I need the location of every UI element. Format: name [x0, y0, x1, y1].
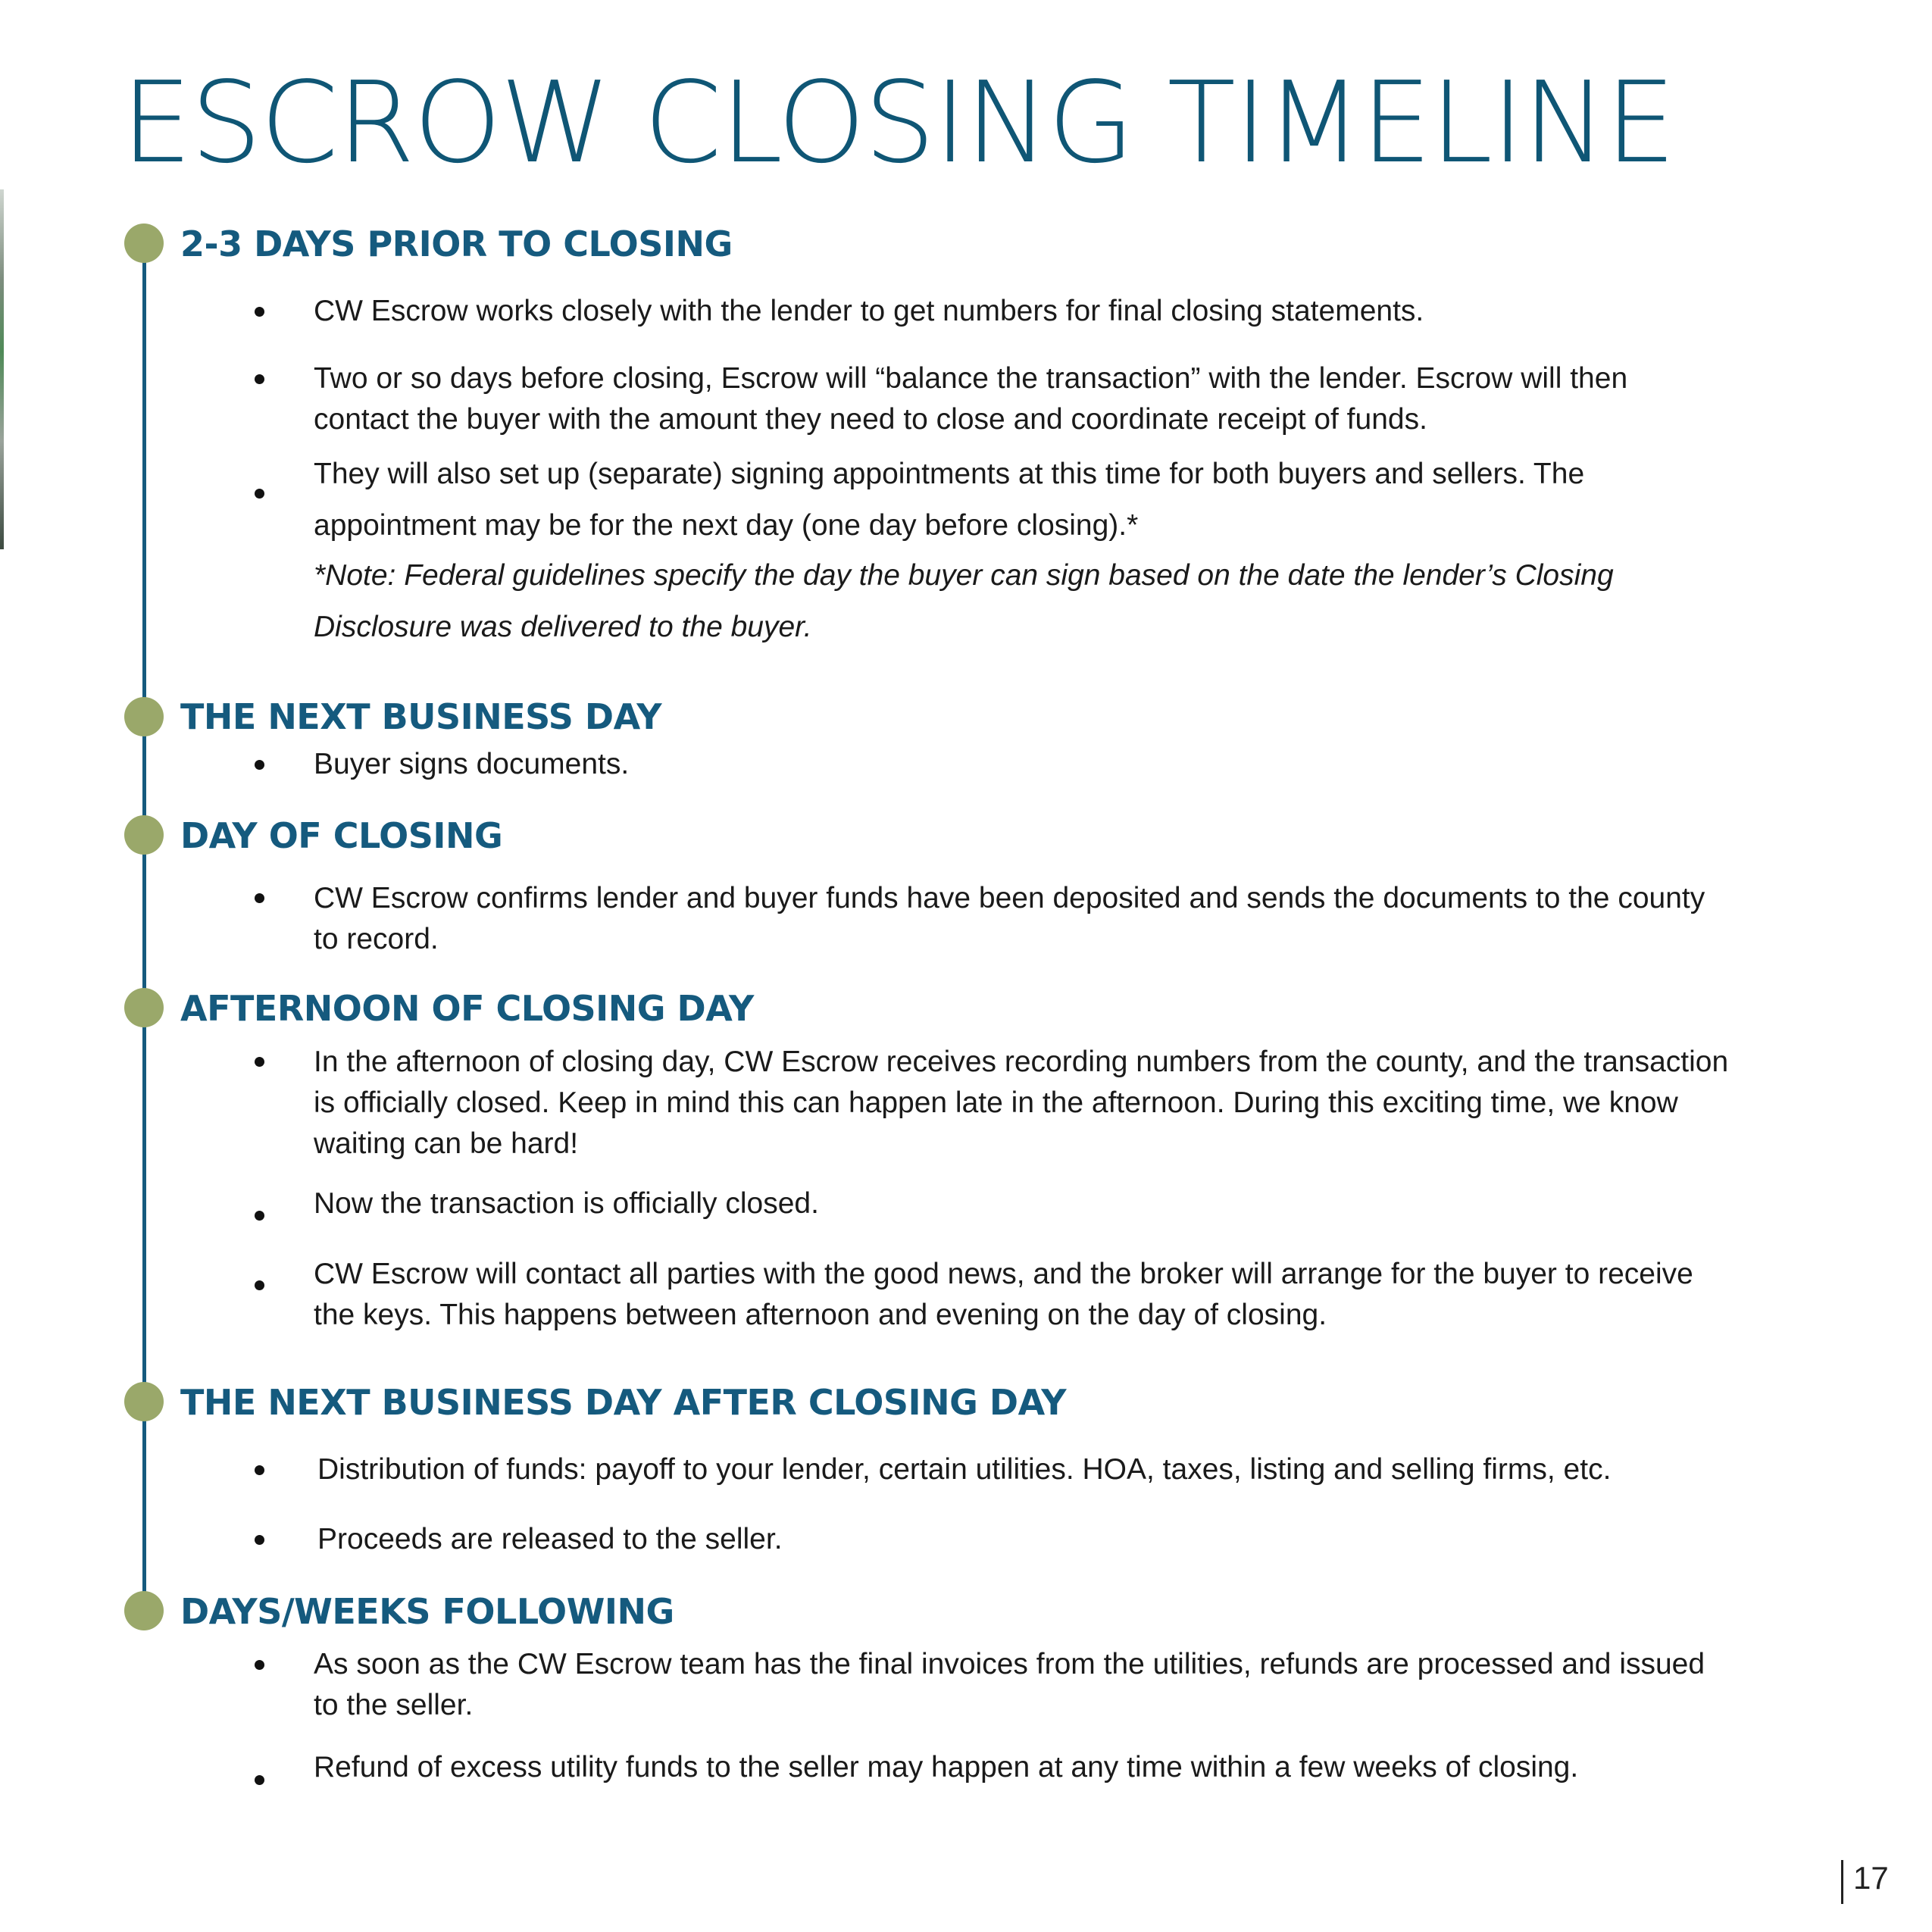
page-title: ESCROW CLOSING TIMELINE [121, 58, 1675, 188]
section-heading: 2-3 DAYS PRIOR TO CLOSING [180, 224, 733, 264]
list-item-text: CW Escrow works closely with the lender to get numbers for final closing statements. [314, 295, 1424, 327]
bullet-icon [255, 307, 264, 317]
timeline-dot-icon [124, 988, 164, 1027]
section-heading: DAYS/WEEKS FOLLOWING [180, 1591, 674, 1632]
cropped-photo-edge [0, 189, 4, 549]
timeline-dot-icon [124, 1591, 164, 1630]
bullet-icon [255, 374, 264, 384]
bullet-icon [255, 893, 264, 903]
bullet-icon [255, 1660, 264, 1670]
footnote: *Note: Federal guidelines specify the day the buyer can sign based on the date the lender’s Closing Disclosure was delivered to the buyer. [314, 559, 1614, 643]
bullet-icon [255, 1057, 264, 1067]
list-item-text: They will also set up (separate) signing appointments at this time for both buyers and sellers. The appointment may be for the next day (one day before closing).* [314, 458, 1585, 542]
timeline-dot-icon [124, 815, 164, 855]
section-heading: AFTERNOON OF CLOSING DAY [180, 988, 754, 1029]
bullet-icon [255, 1211, 264, 1221]
list-item-text: Refund of excess utility funds to the seller may happen at any time within a few weeks of closing. [314, 1751, 1579, 1784]
timeline-dot-icon [124, 1382, 164, 1421]
list-item-text: Buyer signs documents. [314, 748, 630, 780]
bullet-icon [255, 1535, 264, 1545]
section-heading: DAY OF CLOSING [180, 815, 503, 856]
bullet-icon [255, 1465, 264, 1475]
page-number: 17 [1853, 1860, 1889, 1896]
bullet-icon [255, 760, 264, 770]
section-heading: THE NEXT BUSINESS DAY AFTER CLOSING DAY [180, 1382, 1067, 1423]
bullet-icon [255, 1280, 264, 1290]
bullet-icon [255, 1775, 264, 1785]
section-heading: THE NEXT BUSINESS DAY [180, 696, 662, 737]
list-item-text: Now the transaction is officially closed. [314, 1187, 819, 1220]
bullet-icon [255, 489, 264, 499]
timeline-dot-icon [124, 697, 164, 736]
list-item-text: Distribution of funds: payoff to your lender, certain utilities. HOA, taxes, listing and selling firms, etc. [317, 1453, 1612, 1486]
list-item-text: Two or so days before closing, Escrow will “balance the transaction” with the lender. Escrow will then contact the buyer with the amount they need to close and coordinate receipt of funds. [314, 362, 1628, 436]
timeline-dot-icon [124, 224, 164, 263]
list-item-text: As soon as the CW Escrow team has the final invoices from the utilities, refunds are processed and issued to the seller. [314, 1648, 1705, 1721]
page-number-divider [1841, 1860, 1843, 1904]
list-item-text: CW Escrow will contact all parties with the good news, and the broker will arrange for the buyer to receive the keys. This happens between afternoon and evening on the day of closing. [314, 1258, 1693, 1331]
list-item-text: Proceeds are released to the seller. [317, 1523, 783, 1555]
list-item-text: In the afternoon of closing day, CW Escrow receives recording numbers from the county, and the transaction is officially closed. Keep in mind this can happen late in the afternoon. During this exciting time, we know waiting can be hard! [314, 1046, 1729, 1160]
list-item-text: CW Escrow confirms lender and buyer funds have been deposited and sends the documents to the county to record. [314, 882, 1705, 955]
